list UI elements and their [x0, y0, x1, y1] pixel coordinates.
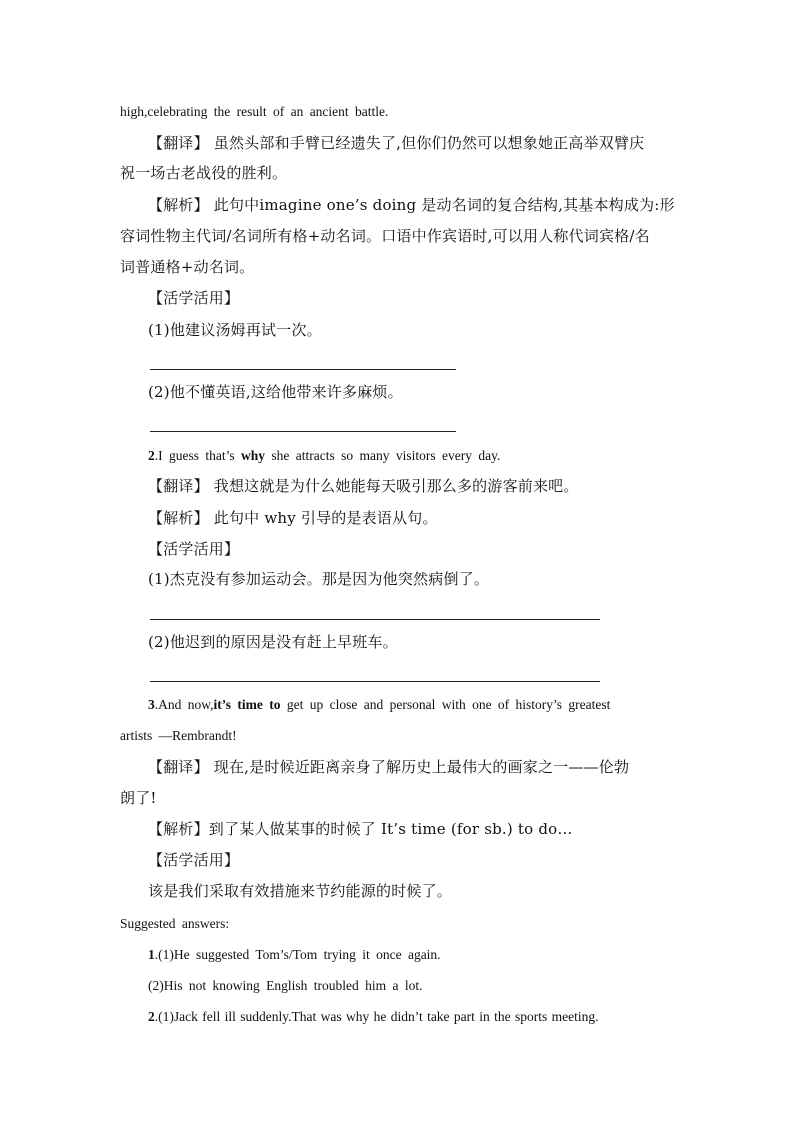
answer-1-2: (2)His not knowing English troubled him a lot.	[148, 978, 423, 993]
practice-heading-1: 【活学活用】	[148, 289, 240, 307]
practice-item-3: 该是我们采取有效措施来节约能源的时候了。	[148, 882, 453, 900]
sentence-number: 2	[148, 448, 155, 463]
answer-1-1	[148, 944, 441, 966]
sentence-text: .And now,	[154, 697, 214, 712]
analysis-paragraph-2: 【解析】 此句中 why 引导的是表语从句。	[148, 509, 438, 527]
translation-paragraph-3b: 朗了!	[120, 789, 157, 807]
sentence-number: 3	[148, 697, 155, 712]
translation-paragraph-2: 【翻译】 我想这就是为什么她能每天吸引那么多的游客前来吧。	[148, 477, 579, 495]
sentence-text: get up close and personal with one of history’s greatest	[280, 697, 611, 712]
answer-blank-line	[150, 619, 600, 620]
translation-paragraph-1b: 祝一场古老战役的胜利。	[120, 164, 288, 182]
key-sentence-3	[148, 694, 610, 716]
key-sentence-3-continuation: artists —Rembrandt!	[120, 728, 237, 743]
sentence-text: .I guess that’s	[154, 448, 241, 463]
translation-paragraph-3a: 【翻译】 现在,是时候近距离亲身了解历史上最伟大的画家之一——伦勃	[148, 758, 630, 776]
keyword-highlight: why	[241, 448, 266, 463]
answer-2-1	[148, 1006, 599, 1028]
sentence-text: she attracts so many visitors every day.	[265, 448, 501, 463]
answer-text: .(1)He suggested Tom’s/Tom trying it once again.	[154, 947, 441, 962]
analysis-paragraph-3: 【解析】到了某人做某事的时候了 It’s time (for sb.) to do…	[148, 820, 573, 838]
answers-heading: Suggested answers:	[120, 916, 230, 931]
translation-paragraph-1a: 【翻译】 虽然头部和手臂已经遗失了,但你们仍然可以想象她正高举双臂庆	[148, 134, 645, 152]
answer-number: 2	[148, 1009, 155, 1024]
practice-heading-3: 【活学活用】	[148, 851, 240, 869]
answer-blank-line	[150, 431, 456, 432]
keyword-highlight: it’s time to	[213, 697, 281, 712]
analysis-paragraph-1c: 词普通格+动名词。	[120, 258, 255, 276]
analysis-paragraph-1a: 【解析】 此句中imagine one’s doing 是动名词的复合结构,其基本构成为:形	[148, 196, 675, 214]
practice-item-2-2: (2)他迟到的原因是没有赶上早班车。	[148, 633, 398, 651]
practice-item-1-2: (2)他不懂英语,这给他带来许多麻烦。	[148, 383, 403, 401]
practice-item-1-1: (1)他建议汤姆再试一次。	[148, 321, 322, 339]
practice-item-2-1: (1)杰克没有参加运动会。那是因为他突然病倒了。	[148, 570, 490, 588]
answer-number: 1	[148, 947, 155, 962]
key-sentence-2	[148, 445, 500, 467]
practice-heading-2: 【活学活用】	[148, 540, 240, 558]
answer-text: .(1)Jack fell ill suddenly.That was why he didn’t take part in the sports meeting.	[154, 1009, 599, 1024]
sentence-continuation: high,celebrating the result of an ancient battle.	[120, 104, 389, 119]
analysis-paragraph-1b: 容词性物主代词/名词所有格+动名词。口语中作宾语时,可以用人称代词宾格/名	[120, 227, 650, 245]
answer-blank-line	[150, 369, 456, 370]
answer-blank-line	[150, 681, 600, 682]
